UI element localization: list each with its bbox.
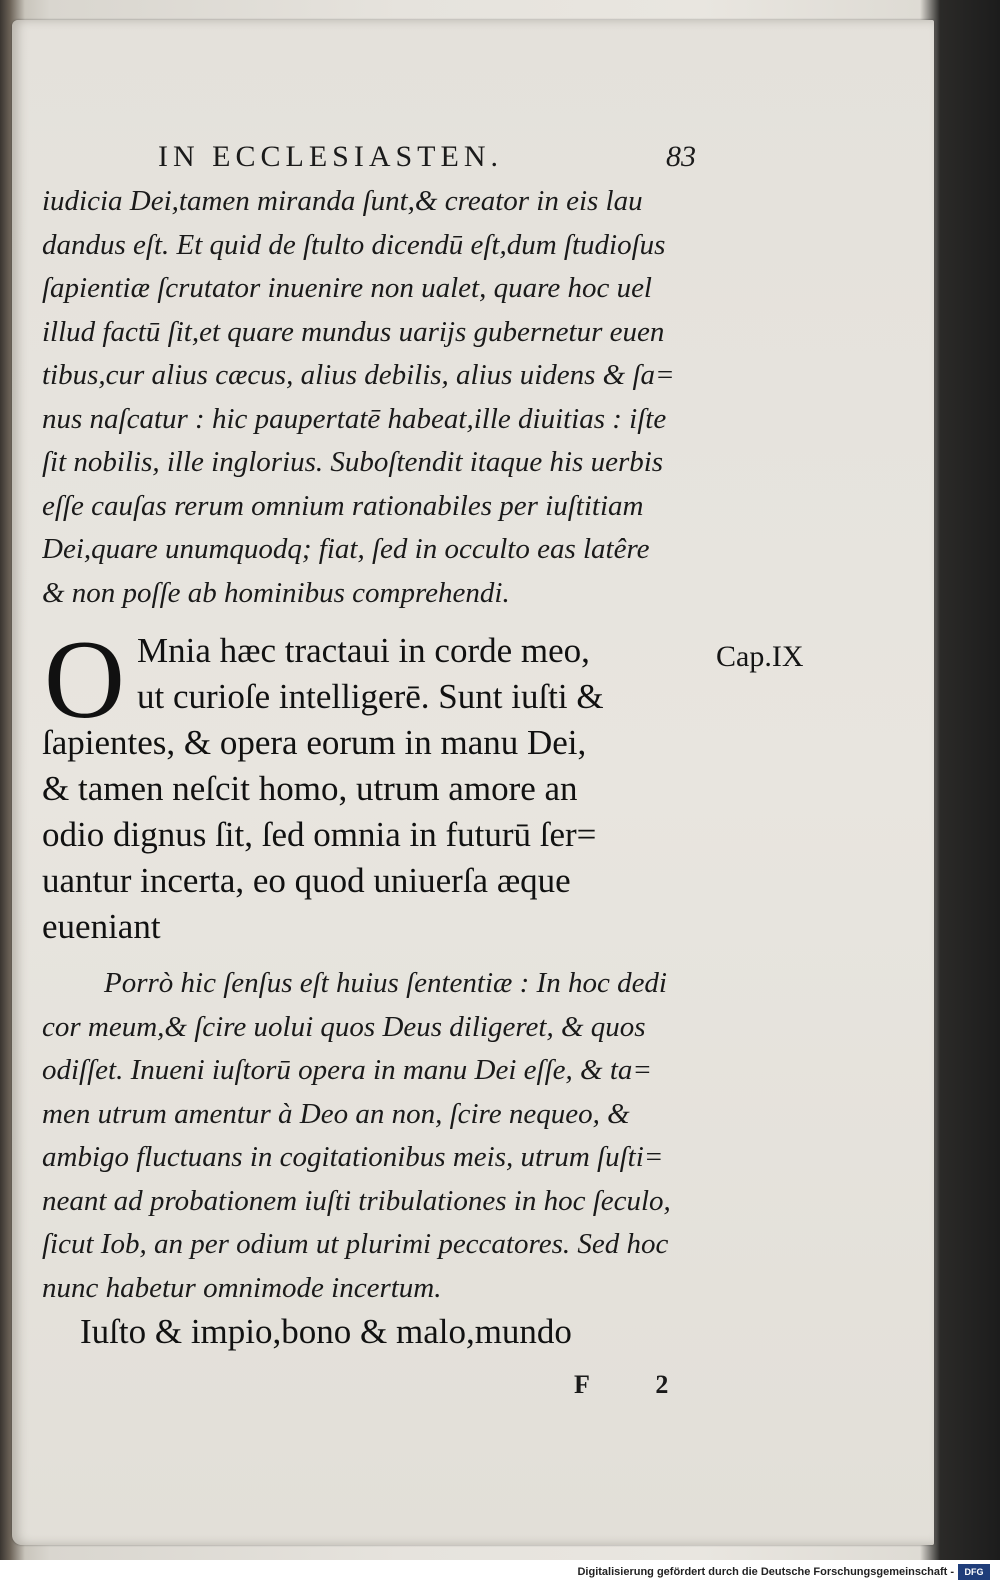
- commentary-line: tibus,cur alius cæcus, alius debilis, alius uidens & ſa=: [42, 359, 675, 391]
- commentary-line: odiſſet. Inueni iuſtorū opera in manu Dei eſſe, & ta=: [42, 1054, 652, 1086]
- signature-mark: F 2: [574, 1370, 699, 1399]
- commentary-line: iudicia Dei,tamen miranda ſunt,& creator in eis lau: [42, 185, 643, 217]
- commentary-line: ſicut Iob, an per odium ut plurimi peccatores. Sed hoc: [42, 1228, 669, 1260]
- scripture-continuation-line: Iuſto & impio,bono & malo,mundo: [80, 1312, 572, 1351]
- commentary-line: ambigo fluctuans in cogitationibus meis, utrum ſuſti=: [42, 1141, 664, 1173]
- chapter-marginal-note: Cap.IX: [716, 640, 804, 673]
- scripture-block: [42, 618, 702, 950]
- commentary-line: ſapientiæ ſcrutator inuenire non ualet, quare hoc uel: [42, 272, 652, 304]
- commentary-line: ſit nobilis, ille inglorius. Suboſtendit itaque his uerbis: [42, 446, 664, 478]
- scripture-line: Mnia hæc tractaui in corde meo,: [137, 631, 590, 670]
- commentary-line: neant ad probationem iuſti tribulationes in hoc ſeculo,: [42, 1184, 671, 1217]
- commentary-line: nus naſcatur : hic paupertatē habeat,ille diuitias : iſte: [42, 402, 667, 435]
- scripture-line: uantur incerta, eo quod uniuerſa æque: [42, 861, 571, 900]
- commentary-block-2: [42, 962, 702, 1310]
- drop-cap: O: [44, 618, 125, 742]
- scripture-line: ut curioſe intelligerē. Sunt iuſti &: [137, 677, 604, 716]
- commentary-line: nunc habetur omnimode incertum.: [42, 1271, 442, 1304]
- page-number: 83: [666, 140, 696, 173]
- commentary-block-1: [42, 180, 702, 615]
- commentary-line: dandus eſt. Et quid de ſtulto dicendū eſt,dum ſtudioſus: [42, 228, 666, 261]
- commentary-line: eſſe cauſas rerum omnium rationabiles per iuſtitiam: [42, 489, 644, 522]
- funding-credit: Digitalisierung gefördert durch die Deutsche Forschungsgemeinschaft -: [577, 1566, 954, 1578]
- scripture-line: eueniant: [42, 907, 161, 946]
- commentary-line: Porrò hic ſenſus eſt huius ſententiæ : In hoc dedi: [104, 967, 667, 999]
- scripture-line: ſapientes, & opera eorum in manu Dei,: [42, 723, 587, 762]
- commentary-line: men utrum amentur à Deo an non, ſcire nequeo, &: [42, 1097, 630, 1130]
- commentary-line: Dei,quare unumquodq; fiat, ſed in occulto eas latêre: [42, 533, 650, 565]
- commentary-line: & non poſſe ab hominibus comprehendi.: [42, 576, 510, 609]
- scripture-line: odio dignus ſit, ſed omnia in futurū ſer=: [42, 815, 597, 854]
- digitization-footer: [0, 1560, 1000, 1587]
- commentary-line: illud factū ſit,et quare mundus uarijs gubernetur euen: [42, 315, 665, 348]
- running-title: IN ECCLESIASTEN.: [158, 140, 503, 173]
- commentary-line: cor meum,& ſcire uolui quos Deus diligeret, & quos: [42, 1010, 646, 1043]
- scripture-line: & tamen neſcit homo, utrum amore an: [42, 769, 578, 808]
- dfg-logo-icon: DFG: [958, 1564, 990, 1580]
